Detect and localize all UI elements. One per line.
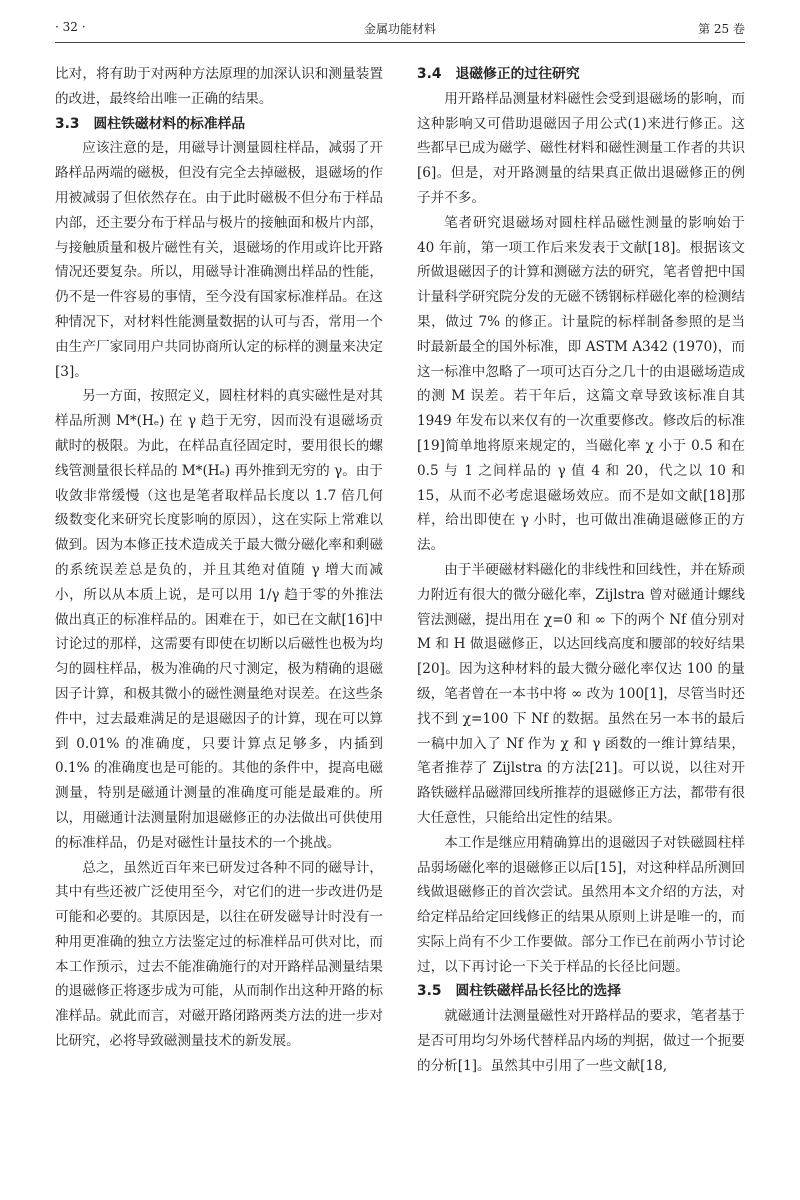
journal-title: 金属功能材料: [363, 22, 436, 36]
section-title: 退磁修正的过往研究: [455, 66, 580, 82]
paragraph: 用开路样品测量材料磁性会受到退磁场的影响，而这种影响又可借助退磁因子用公式(1)来进行修正。这些都早已成为磁学、磁性材料和磁性测量工作者的共识[6]。但是，对开路测量的结果真正做出退磁修正的例子并不多。: [417, 90, 745, 206]
paragraph: 笔者研究退磁场对圆柱样品磁性测量的影响始于 40 年前，第一项工作后来发表于文献[18]。根据该文所做退磁因子的计算和测磁方法的研究，笔者曾把中国计量科学研究院分发的无磁不锈钢标样磁化率的检测结果，做过 7% 的修正。计量院的标样制备参照的是当时最新最全的国外标准，即 ASTM A342 (1970)，而这一标准中忽略了一项可达百分之几十的由退磁场造成的测 M 误差。若干年后，这篇文章导致该标准自其 1949 年发布以来仅有的一次重要修改。修改后的标准[19]简单地将原来规定的，当磁化率 χ 小于 0.5 和在 0.5 与 1 之间样品的 γ 值 4 和 20，代之以 10 和 15，从而不必考虑退磁场效应。而不是如文献[18]那样，给出即使在 γ 小时，也可做出准确退磁修正的方法。: [417, 214, 745, 554]
running-header: [55, 14, 745, 43]
paragraph: 另一方面，按照定义，圆柱材料的真实磁性是对其样品所测 M*(Hₑ) 在 γ 趋于无穷，因而没有退磁场贡献时的极限。为此，在样品直径固定时，要用很长的螺线管测量很长样品的 M*(Hₑ) 再外推到无穷的 γ。由于收敛非常缓慢（这也是笔者取样品长度以 1.7 倍几何级数变化来研究长度影响的原因），这在实际上常难以做到。因为本修正技术造成关于最大微分磁化率和剩磁的系统误差总是负的，并且其绝对值随 γ 增大而减小，所以从本质上说，是可以用 1/γ 趋于零的外推法做出真正的标准样品的。困难在于，如已在文献[16]中讨论过的那样，这需要有即使在切断以后磁性也极为均匀的圆柱样品，极为准确的尺寸测定，极为精确的退磁因子计算，和极其微小的磁性测量绝对误差。在这些条件中，过去最难满足的是退磁因子的计算，现在可以算到 0.01% 的准确度，只要计算点足够多，内插到 0.1% 的准确度也是可能的。其他的条件中，提高电磁测量，特别是磁通计测量的准确度可能是最难的。所以，用磁通计法测量附加退磁修正的办法做出可供使用的标准样品，仍是对磁性计量技术的一个挑战。: [55, 388, 383, 851]
left-column: [55, 62, 383, 1054]
volume-label: 第 25 卷: [698, 22, 745, 36]
paragraph: 由于半硬磁材料磁化的非线性和回线性，并在矫顽力附近有很大的微分磁化率，Zijlstra 曾对磁通计螺线管法测磁，提出用在 χ=0 和 ∞ 下的两个 Nf 值分别对 M 和 H 做退磁修正，以达回线高度和腰部的较好结果[20]。因为这种材料的最大微分磁化率仅达 100 的量级，笔者曾在一本书中将 ∞ 改为 100[1]，尽管当时还找不到 χ=100 下 Nf 的数据。虽然在另一本书的最后一稿中加入了 Nf 作为 χ 和 γ 函数的一维计算结果，笔者推荐了 Zijlstra 的方法[21]。可以说，以往对开路铁磁样品磁滞回线所推荐的退磁修正方法，都带有很大任意性，只能给出定性的结果。: [417, 561, 745, 826]
paragraph: 就磁通计法测量磁性对开路样品的要求，笔者基于是否可用均匀外场代替样品内场的判据，做过一个扼要的分析[1]。虽然其中引用了一些文献[18,: [417, 1008, 745, 1074]
section-number: 3.5: [417, 983, 442, 1000]
right-column: [417, 62, 745, 1079]
section-heading-3-5: [417, 979, 745, 1004]
section-number: 3.4: [417, 66, 442, 82]
section-title: 圆柱铁磁样品长径比的选择: [455, 983, 622, 1000]
paragraph: 总之，虽然近百年来已研发过各种不同的磁导计，其中有些还被广泛使用至今，对它们的进一步改进仍是可能和必要的。其原因是，以往在研发磁导计时没有一种用更准确的独立方法鉴定过的标准样品可供对比，而本工作预示，过去不能准确施行的对开路样品测量结果的退磁修正将逐步成为可能，从而制作出这种开路的标准样品。就此而言，对磁开路闭路两类方法的进一步对比研究，必将导致磁测量技术的新发展。: [55, 859, 383, 1050]
paragraph: 比对，将有助于对两种方法原理的加深认识和测量装置的改进，最终给出唯一正确的结果。: [55, 66, 383, 107]
section-title: 圆柱铁磁材料的标准样品: [93, 115, 246, 132]
section-heading-3-3: [55, 112, 383, 137]
paragraph: 应该注意的是，用磁导计测量圆柱样品，减弱了开路样品两端的磁极，但没有完全去掉磁极，退磁场的作用被减弱了但依然存在。由于此时磁极不但分布于样品内部，还主要分布于样品与极片的接触面和极片内部，与接触质量和极片磁性有关，退磁场的作用或许比开路情况还要复杂。所以，用磁导计准确测出样品的性能，仍不是一件容易的事情，至今没有国家标准样品。在这种情况下，对材料性能测量数据的认可与否，常用一个由生产厂家同用户共同协商所认定的标样的测量来决定[3]。: [55, 140, 383, 380]
section-heading-3-4: [417, 62, 745, 87]
page-number: · 32 ·: [55, 20, 86, 34]
paragraph: 本工作是继应用精确算出的退磁因子对铁磁圆柱样品弱场磁化率的退磁修正以后[15]，对这种样品所测回线做退磁修正的首次尝试。虽然用本文介绍的方法，对给定样品给定回线修正的结果从原则上讲是唯一的，而实际上尚有不少工作要做。部分工作已在前两小节讨论过，以下再讨论一下关于样品的长径比问题。: [417, 834, 745, 975]
section-number: 3.3: [55, 115, 80, 132]
